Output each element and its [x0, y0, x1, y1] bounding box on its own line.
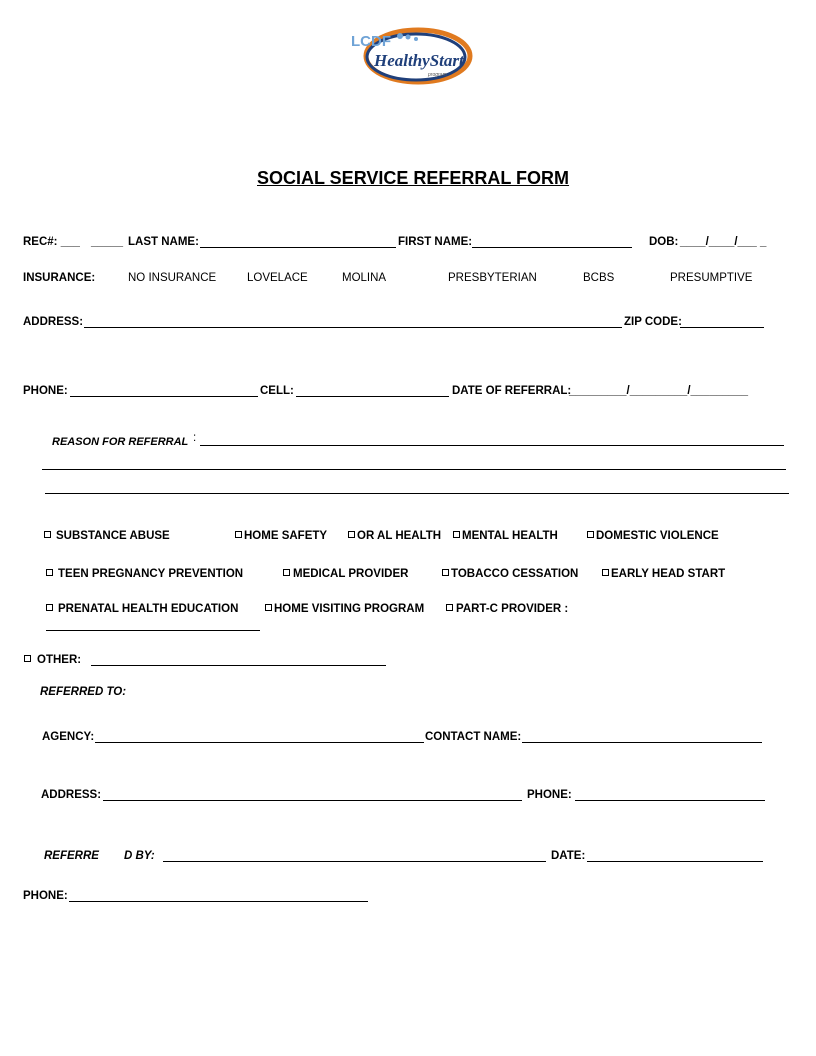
checkbox-icon [348, 531, 355, 538]
checkbox-icon [235, 531, 242, 538]
service-home-safety[interactable]: HOME SAFETY [235, 530, 327, 542]
checkbox-icon [602, 569, 609, 576]
service-prenatal-health-education[interactable]: PRENATAL HEALTH EDUCATION [46, 603, 238, 615]
rec-label: REC#: ___ [23, 236, 80, 248]
checkbox-icon [446, 604, 453, 611]
contact-name-field[interactable] [522, 742, 762, 743]
first-name-field[interactable] [472, 247, 632, 248]
svg-text:LCDF: LCDF [351, 33, 391, 50]
referred-phone-field[interactable] [575, 800, 765, 801]
service-mental-health[interactable]: MENTAL HEALTH [453, 530, 558, 542]
dob-label: DOB: [649, 236, 679, 248]
zip-code-field[interactable] [680, 327, 764, 328]
referred-by-date-field[interactable] [587, 861, 763, 862]
referred-by-field[interactable] [163, 861, 546, 862]
contact-name-label: CONTACT NAME: [425, 731, 522, 743]
referred-by-phone-field[interactable] [69, 901, 368, 902]
agency-field[interactable] [95, 742, 424, 743]
lcdf-healthy-start-logo [348, 26, 474, 88]
zip-code-label: ZIP CODE: [624, 316, 682, 328]
checkbox-icon [44, 531, 51, 538]
part-c-provider-field[interactable] [46, 630, 260, 631]
reason-line-3[interactable] [45, 493, 789, 494]
service-other[interactable]: OTHER: [24, 654, 81, 666]
service-domestic-violence[interactable]: DOMESTIC VIOLENCE [587, 530, 719, 542]
insurance-option-presumptive[interactable]: PRESUMPTIVE [670, 272, 753, 284]
first-name-label: FIRST NAME: [398, 236, 473, 248]
rec-blank[interactable]: _____ [91, 236, 123, 248]
referred-by-label-part1: REFERRE [44, 850, 99, 862]
referred-by-date-label: DATE: [551, 850, 586, 862]
last-name-label: LAST NAME: [128, 236, 199, 248]
address-field[interactable] [84, 327, 622, 328]
service-medical-provider[interactable]: MEDICAL PROVIDER [283, 568, 408, 580]
referred-to-heading: REFERRED TO: [40, 686, 127, 698]
checkbox-icon [587, 531, 594, 538]
form-title: SOCIAL SERVICE REFERRAL FORM [257, 168, 570, 188]
referred-by-phone-label: PHONE: [23, 890, 68, 902]
phone-label: PHONE: [23, 385, 68, 397]
service-home-visiting-program[interactable]: HOME VISITING PROGRAM [265, 603, 424, 615]
cell-label: CELL: [260, 385, 294, 397]
referred-phone-label: PHONE: [527, 789, 572, 801]
service-substance-abuse[interactable]: SUBSTANCE ABUSE [44, 530, 170, 542]
insurance-option-molina[interactable]: MOLINA [342, 272, 387, 284]
checkbox-icon [46, 569, 53, 576]
checkbox-icon [453, 531, 460, 538]
insurance-label: INSURANCE: [23, 272, 96, 284]
checkbox-icon [442, 569, 449, 576]
service-teen-pregnancy-prevention[interactable]: TEEN PREGNANCY PREVENTION [46, 568, 243, 580]
checkbox-icon [265, 604, 272, 611]
svg-text:HealthyStart: HealthyStart [374, 51, 464, 70]
date-of-referral-field[interactable]: _________/_________/_________ [569, 385, 749, 397]
reason-for-referral-label: REASON FOR REFERRAL [52, 436, 189, 448]
insurance-option-presbyterian[interactable]: PRESBYTERIAN [448, 272, 537, 284]
insurance-option-bcbs[interactable]: BCBS [583, 272, 615, 284]
phone-field[interactable] [70, 396, 258, 397]
checkbox-icon [46, 604, 53, 611]
service-oral-health[interactable]: OR AL HEALTH [348, 530, 441, 542]
checkbox-icon [283, 569, 290, 576]
checkbox-icon [24, 655, 31, 662]
other-field[interactable] [91, 665, 386, 666]
insurance-option-lovelace[interactable]: LOVELACE [247, 272, 308, 284]
service-part-c-provider[interactable]: PART-C PROVIDER : [446, 603, 568, 615]
reason-line-2[interactable] [42, 469, 786, 470]
referred-address-field[interactable] [103, 800, 522, 801]
dob-field[interactable]: ____/____/___ _ [680, 236, 767, 248]
address-label: ADDRESS: [23, 316, 84, 328]
insurance-option-none[interactable]: NO INSURANCE [128, 272, 217, 284]
service-tobacco-cessation[interactable]: TOBACCO CESSATION [442, 568, 578, 580]
last-name-field[interactable] [200, 247, 396, 248]
date-of-referral-label: DATE OF REFERRAL: [452, 385, 572, 397]
service-early-head-start[interactable]: EARLY HEAD START [602, 568, 725, 580]
cell-field[interactable] [296, 396, 449, 397]
reason-colon: : [193, 432, 197, 444]
agency-label: AGENCY: [42, 731, 95, 743]
svg-text:program: program [428, 72, 447, 78]
reason-line-1[interactable] [200, 445, 784, 446]
referred-address-label: ADDRESS: [41, 789, 102, 801]
referred-by-label-part2: D BY: [124, 850, 155, 862]
